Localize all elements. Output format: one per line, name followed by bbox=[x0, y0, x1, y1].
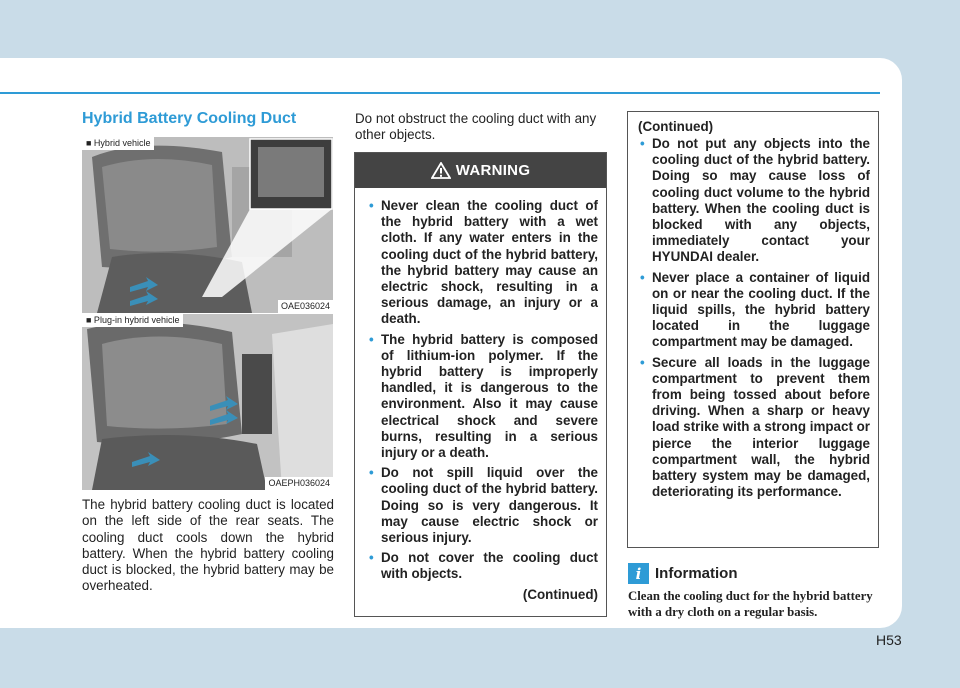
photo-label: ■ Hybrid vehicle bbox=[82, 137, 154, 150]
seat-illustration bbox=[82, 314, 333, 490]
photo-label: ■ Plug-in hybrid vehicle bbox=[82, 314, 183, 327]
page-number: H53 bbox=[876, 632, 902, 648]
warning-list bbox=[355, 188, 606, 583]
photo-code: OAE036024 bbox=[278, 300, 333, 313]
continued-warning-box bbox=[627, 111, 879, 548]
photo-code: OAEPH036024 bbox=[265, 477, 333, 490]
bullet-icon: • bbox=[369, 550, 374, 566]
bullet-icon: • bbox=[640, 136, 645, 151]
warning-title: WARNING bbox=[455, 162, 531, 179]
plug-in-hybrid-vehicle-photo bbox=[82, 314, 333, 490]
warning-header bbox=[355, 153, 606, 188]
body-paragraph: The hybrid battery cooling duct is located on the left side of the rear seats. The cooling duct cools down the hybrid battery. When the hybrid battery cooling duct is blocked, the hybrid battery may be overheated. bbox=[82, 497, 334, 594]
list-item: • The hybrid battery is composed of lithium-ion polymer. If the hybrid battery is improperly handled, it is dangerous to the environment. Also it may cause electrical shock and severe burns, resulting in a serious injury or a death. bbox=[369, 331, 598, 461]
section-title: Hybrid Battery Cooling Duct bbox=[82, 110, 297, 127]
list-item: • Never clean the cooling duct of the hybrid battery with a wet cloth. If any water enters in the cooling duct of the hybrid battery, the hybrid battery may cause an electric shock, resulting in a serious damage, an injury or a death. bbox=[369, 198, 598, 327]
info-icon: i bbox=[628, 563, 649, 584]
bullet-icon: • bbox=[369, 331, 374, 347]
bullet-icon: • bbox=[640, 269, 645, 285]
information-text: Clean the cooling duct for the hybrid battery with a dry cloth on a regular basis. bbox=[628, 589, 873, 619]
list-item: • Do not cover the cooling duct with objects. bbox=[369, 550, 598, 582]
warning-box bbox=[354, 152, 607, 617]
bullet-icon: • bbox=[369, 465, 374, 481]
continued-list bbox=[638, 136, 870, 500]
list-item: • Do not spill liquid over the cooling duct of the hybrid battery. Doing so is very dangerous. It may cause electric shock or serious injury. bbox=[369, 465, 598, 546]
hybrid-vehicle-photo bbox=[82, 137, 333, 313]
seat-illustration bbox=[82, 137, 333, 313]
continued-label: (Continued) bbox=[522, 586, 598, 602]
bullet-icon: • bbox=[369, 198, 374, 213]
list-item: • Secure all loads in the luggage compartment to prevent them from being tossed about before driving. When a sharp or heavy load strike with a strong impact or pierce the interior luggage compartment wall, the hybrid battery system may be damaged, deteriorating its performance. bbox=[640, 354, 871, 500]
list-item: • Do not put any objects into the cooling duct of the hybrid battery. Doing so may cause loss of cooling duct volume to the hybrid battery. When the cooling duct is blocked with any objects, immediately contact your HYUNDAI dealer. bbox=[640, 136, 870, 265]
bullet-icon: • bbox=[640, 354, 645, 370]
header-rule bbox=[0, 92, 880, 94]
list-item: • Never place a container of liquid on or near the cooling duct. If the liquid spills, the hybrid battery located in the luggage compartment may be damaged. bbox=[640, 269, 870, 350]
information-header bbox=[628, 563, 738, 584]
warning-triangle-icon bbox=[431, 162, 451, 179]
intro-paragraph: Do not obstruct the cooling duct with any other objects. bbox=[355, 111, 597, 143]
information-title: Information bbox=[655, 565, 738, 582]
continued-title: (Continued) bbox=[638, 119, 714, 134]
